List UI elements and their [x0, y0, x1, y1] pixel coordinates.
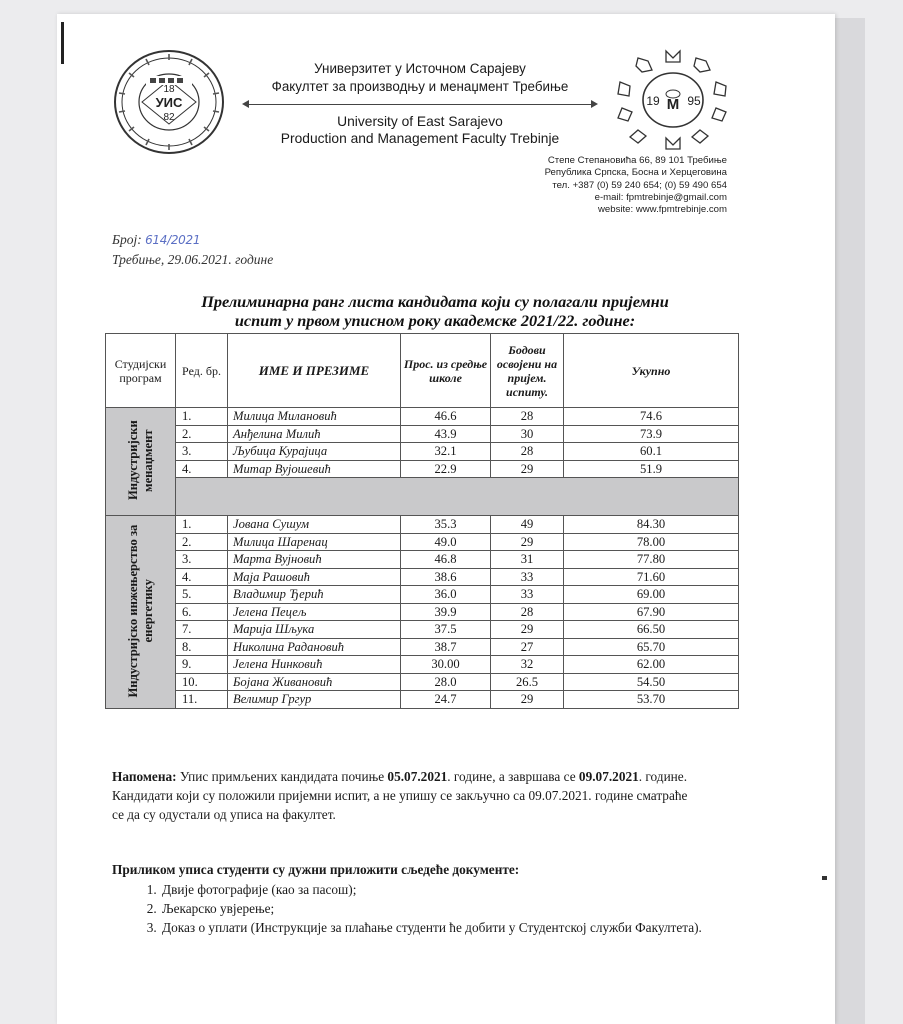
school-average-cell: 37.5	[401, 621, 491, 639]
faculty-name-english: Production and Management Faculty Trebinje	[280, 130, 560, 146]
total-cell: 60.1	[564, 443, 739, 461]
seal-left-abbrev: УИС	[155, 95, 183, 110]
total-cell: 69.00	[564, 586, 739, 604]
order-number-cell: 2.	[176, 425, 228, 443]
document-item-photos: 1. Двије фотографије (као за пасош);	[160, 880, 722, 899]
reference-number-handwritten: 614/2021	[145, 233, 201, 247]
exam-points-cell: 49	[491, 516, 564, 534]
header-total: Укупно	[564, 334, 739, 408]
order-number-cell: 4.	[176, 460, 228, 478]
candidate-name-cell: Јована Сушум	[228, 516, 401, 534]
school-average-cell: 38.7	[401, 638, 491, 656]
program-name: Индустријски менаџмент	[125, 420, 155, 500]
table-row	[106, 586, 739, 604]
order-number-cell: 7.	[176, 621, 228, 639]
program-name: Индустријско инжењерство за енергетику	[125, 523, 155, 697]
exam-points-cell: 28	[491, 443, 564, 461]
contact-phone: тел. +387 (0) 59 240 654; (0) 59 490 654	[552, 179, 727, 191]
seal-left-year-top: 18	[163, 84, 175, 95]
university-name-english: University of East Sarajevo	[337, 114, 503, 129]
scan-edge-shadow	[835, 18, 865, 1024]
note-start-date: 05.07.2021	[387, 769, 448, 784]
header-full-name: ИМЕ И ПРЕЗИМЕ	[228, 334, 401, 408]
candidate-name-cell: Милица Милановић	[228, 408, 401, 426]
total-cell: 53.70	[564, 691, 739, 709]
header-study-program: Студијски програм	[106, 334, 176, 408]
exam-points-cell: 29	[491, 460, 564, 478]
order-number-cell: 3.	[176, 443, 228, 461]
school-average-cell: 28.0	[401, 673, 491, 691]
note-paragraph	[112, 767, 702, 824]
ranking-table-body	[106, 408, 739, 709]
document-title	[105, 292, 765, 330]
table-header-row	[106, 334, 739, 408]
order-number-cell: 4.	[176, 568, 228, 586]
exam-points-cell: 31	[491, 551, 564, 569]
reference-number-label: Број:	[112, 232, 142, 247]
seal-right-letter: М	[666, 96, 680, 113]
university-header	[240, 60, 600, 147]
total-cell: 67.90	[564, 603, 739, 621]
program-name-cell	[106, 516, 176, 709]
candidate-name-cell: Анђелина Милић	[228, 425, 401, 443]
exam-points-cell: 29	[491, 533, 564, 551]
note-end-date: 09.07.2021	[578, 769, 639, 784]
candidate-name-cell: Велимир Гргур	[228, 691, 401, 709]
document-item-medical: 2. Љекарско увјерење;	[160, 899, 722, 918]
title-line-1: Прелиминарна ранг листа кандидата који су полагали пријемни	[201, 292, 669, 311]
exam-points-cell: 27	[491, 638, 564, 656]
order-number-cell: 6.	[176, 603, 228, 621]
total-cell: 62.00	[564, 656, 739, 674]
documents-heading: Приликом уписа студенти су дужни приложити сљедеће документе:	[112, 862, 520, 877]
table-row	[106, 568, 739, 586]
school-average-cell: 46.8	[401, 551, 491, 569]
table-row	[106, 656, 739, 674]
exam-points-cell: 32	[491, 656, 564, 674]
table-row	[106, 673, 739, 691]
total-cell: 78.00	[564, 533, 739, 551]
contact-email: e-mail: fpmtrebinje@gmail.com	[594, 191, 727, 203]
contact-region: Република Српска, Босна и Херцеговина	[544, 167, 727, 179]
table-row	[106, 551, 739, 569]
candidate-name-cell: Јелена Пецељ	[228, 603, 401, 621]
order-number-cell: 5.	[176, 586, 228, 604]
order-number-cell: 10.	[176, 673, 228, 691]
scan-artifact-mark	[61, 22, 64, 64]
table-row	[106, 425, 739, 443]
contact-website: website: www.fpmtrebinje.com	[597, 204, 727, 216]
candidate-name-cell: Марта Вујновић	[228, 551, 401, 569]
table-row	[106, 443, 739, 461]
seal-right-year-left: 19	[646, 94, 660, 108]
place-and-date: Требиње, 29.06.2021. године	[112, 252, 274, 267]
school-average-cell: 43.9	[401, 425, 491, 443]
reference-number-line	[112, 230, 273, 250]
documents-list	[112, 880, 722, 937]
order-number-cell: 3.	[176, 551, 228, 569]
total-cell: 51.9	[564, 460, 739, 478]
exam-points-cell: 33	[491, 568, 564, 586]
candidate-name-cell: Љубица Курајица	[228, 443, 401, 461]
exam-points-cell: 30	[491, 425, 564, 443]
candidate-name-cell: Бојана Живановић	[228, 673, 401, 691]
note-text-2: . године, а завршава се	[447, 769, 579, 784]
exam-points-cell: 29	[491, 621, 564, 639]
required-documents	[112, 860, 722, 937]
faculty-emblem-logo	[608, 48, 738, 152]
header-school-average: Прос. из средње школе	[401, 334, 491, 408]
candidate-name-cell: Јелена Нинковић	[228, 656, 401, 674]
exam-points-cell: 26.5	[491, 673, 564, 691]
order-number-cell: 11.	[176, 691, 228, 709]
exam-points-cell: 29	[491, 691, 564, 709]
header-double-arrow-rule	[240, 96, 600, 114]
order-number-cell: 8.	[176, 638, 228, 656]
total-cell: 74.6	[564, 408, 739, 426]
candidate-name-cell: Николина Радановић	[228, 638, 401, 656]
ranking-table	[105, 333, 739, 709]
order-number-cell: 1.	[176, 516, 228, 534]
reference-block	[112, 230, 273, 270]
school-average-cell: 46.6	[401, 408, 491, 426]
header-order-number: Ред. бр.	[176, 334, 228, 408]
order-number-cell: 1.	[176, 408, 228, 426]
university-seal-logo	[112, 48, 227, 156]
order-number-cell: 2.	[176, 533, 228, 551]
faculty-name-cyrillic: Факултет за производњу и менаџмент Требиње	[271, 79, 569, 94]
group-separator-row	[106, 478, 739, 516]
school-average-cell: 32.1	[401, 443, 491, 461]
program-name-cell	[106, 408, 176, 516]
school-average-cell: 38.6	[401, 568, 491, 586]
candidate-name-cell: Милица Шаренац	[228, 533, 401, 551]
header-exam-points: Бодови освојени на пријем. испиту.	[491, 334, 564, 408]
university-name-cyrillic: Универзитет у Источном Сарајеву	[314, 61, 526, 76]
scan-artifact-dot	[822, 876, 827, 880]
table-row	[106, 533, 739, 551]
order-number-cell: 9.	[176, 656, 228, 674]
total-cell: 54.50	[564, 673, 739, 691]
document-item-payment: 3. Доказ о уплати (Инструкције за плаћање студенти ће добити у Студентској служби Факултета).	[160, 918, 722, 937]
exam-points-cell: 33	[491, 586, 564, 604]
school-average-cell: 36.0	[401, 586, 491, 604]
note-label: Напомена:	[112, 769, 177, 784]
exam-points-cell: 28	[491, 408, 564, 426]
table-row	[106, 603, 739, 621]
total-cell: 73.9	[564, 425, 739, 443]
contact-block	[440, 155, 727, 216]
candidate-name-cell: Марија Шљука	[228, 621, 401, 639]
total-cell: 84.30	[564, 516, 739, 534]
table-row	[106, 691, 739, 709]
exam-points-cell: 28	[491, 603, 564, 621]
school-average-cell: 22.9	[401, 460, 491, 478]
candidate-name-cell: Маја Рашовић	[228, 568, 401, 586]
title-line-2: испит у првом уписном року академске 2021/22. године:	[234, 311, 636, 330]
contact-address: Степе Степановића 66, 89 101 Требиње	[547, 155, 727, 166]
table-row	[106, 460, 739, 478]
school-average-cell: 49.0	[401, 533, 491, 551]
total-cell: 77.80	[564, 551, 739, 569]
school-average-cell: 35.3	[401, 516, 491, 534]
total-cell: 66.50	[564, 621, 739, 639]
school-average-cell: 39.9	[401, 603, 491, 621]
seal-left-year-bottom: 82	[163, 112, 175, 123]
seal-right-year-right: 95	[687, 94, 701, 108]
table-row	[106, 621, 739, 639]
table-row	[106, 516, 739, 534]
total-cell: 65.70	[564, 638, 739, 656]
table-row	[106, 638, 739, 656]
total-cell: 71.60	[564, 568, 739, 586]
candidate-name-cell: Владимир Ђерић	[228, 586, 401, 604]
school-average-cell: 30.00	[401, 656, 491, 674]
table-row	[106, 408, 739, 426]
note-text-3: . године. Кандидати који су положили пријемни испит, а не упишу се закључно са 09.07.2021. године сматраће се да су одустали од уписа на факултет.	[112, 769, 688, 822]
candidate-name-cell: Митар Вујошевић	[228, 460, 401, 478]
empty-shaded-cell	[176, 478, 739, 516]
note-text-1: Упис примљених кандидата почиње	[176, 769, 388, 784]
school-average-cell: 24.7	[401, 691, 491, 709]
